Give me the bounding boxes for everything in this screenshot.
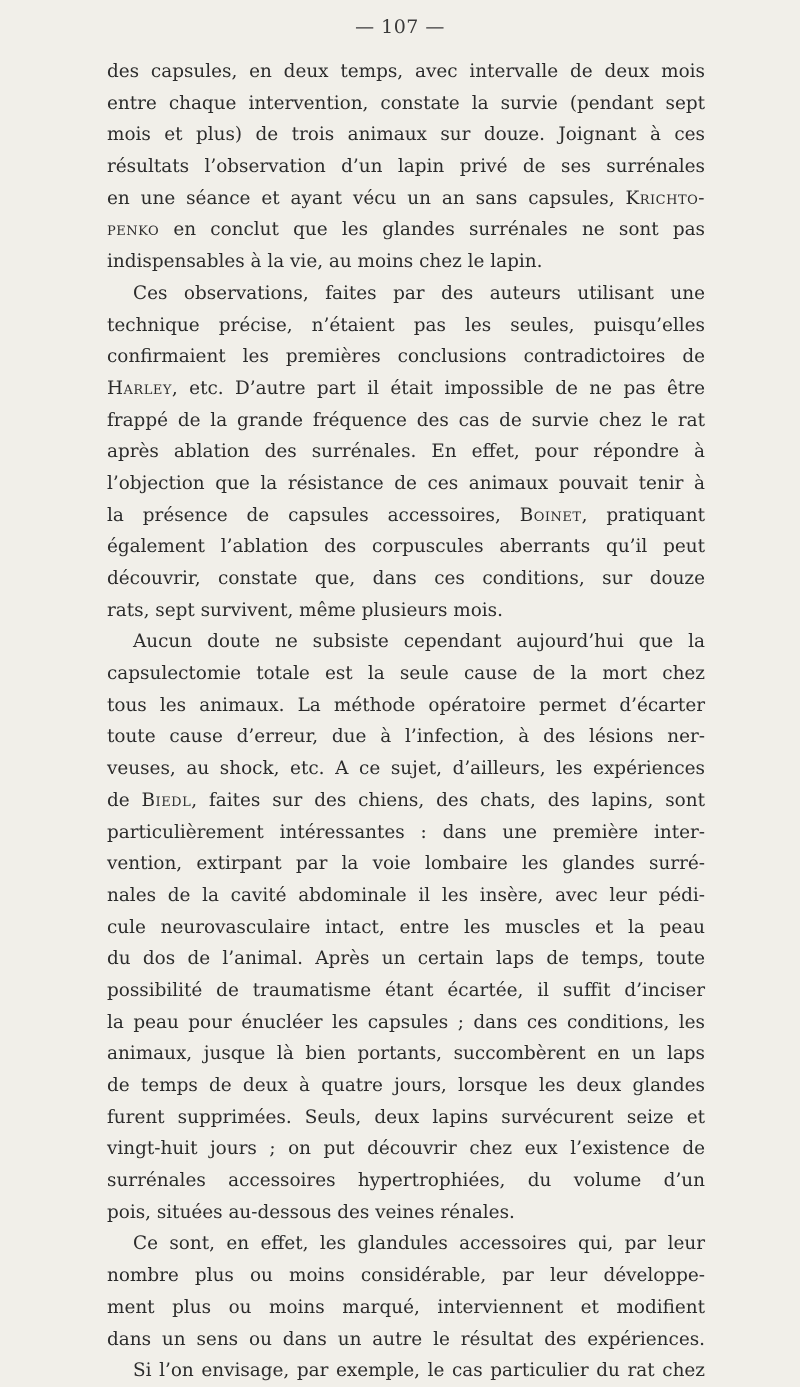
text-line: rats, sept survivent, même plusieurs mois. <box>107 599 503 621</box>
text-line: en une séance et ayant vécu un an sans capsules, Krichto- <box>107 187 705 209</box>
text-line: Ces observations, faites par des auteurs utilisant une <box>133 282 705 304</box>
text-line: dans un sens ou dans un autre le résultat des expériences. <box>107 1328 705 1350</box>
author-name: Biedl <box>141 789 192 811</box>
text-line: toute cause d’erreur, due à l’infection, à des lésions ner- <box>107 726 705 748</box>
text-line: nombre plus ou moins considérable, par leur développe- <box>107 1265 705 1287</box>
page-number: — 107 — <box>355 16 445 38</box>
text-line: la présence de capsules accessoires, Boinet, pratiquant <box>107 504 705 526</box>
text-line: Aucun doute ne subsiste cependant aujourd’hui que la <box>133 631 705 653</box>
text-line: entre chaque intervention, constate la survie (pendant sept <box>107 92 705 114</box>
text-line: furent supprimées. Seuls, deux lapins survécurent seize et <box>107 1106 705 1128</box>
text-line: frappé de la grande fréquence des cas de survie chez le rat <box>107 409 705 431</box>
text-line: penko en conclut que les glandes surrénales ne sont pas <box>107 219 705 241</box>
text-line: cule neurovasculaire intact, entre les muscles et la peau <box>107 916 705 938</box>
text-line: Ce sont, en effet, les glandules accessoires qui, par leur <box>133 1233 705 1255</box>
text-line: vention, extirpant par la voie lombaire les glandes surré- <box>107 853 705 875</box>
text-line: pois, situées au-dessous des veines rénales. <box>107 1201 515 1223</box>
text-line: capsulectomie totale est la seule cause de la mort chez <box>107 663 705 685</box>
text-line: après ablation des surrénales. En effet, pour répondre à <box>107 441 705 463</box>
text-line: découvrir, constate que, dans ces conditions, sur douze <box>107 568 705 589</box>
text-line: Si l’on envisage, par exemple, le cas particulier du rat chez <box>133 1360 705 1382</box>
text-line: confirmaient les premières conclusions contradictoires de <box>107 346 705 368</box>
author-name: Harley <box>107 377 172 399</box>
text-line: mois et plus) de trois animaux sur douze. Joignant à ces <box>107 124 705 146</box>
text-line: la peau pour énucléer les capsules ; dans ces conditions, les <box>107 1011 705 1033</box>
text-line: veuses, au shock, etc. A ce sujet, d’ailleurs, les expériences <box>107 758 705 780</box>
text-line: nales de la cavité abdominale il les insère, avec leur pédi- <box>107 884 705 906</box>
text-line: l’objection que la résistance de ces animaux pouvait tenir à <box>107 472 705 494</box>
text-line: possibilité de traumatisme étant écartée, il suffit d’inciser <box>107 979 705 1001</box>
text-line: ment plus ou moins marqué, interviennent et modifient <box>107 1296 705 1318</box>
text-line: Harley, etc. D’autre part il était impossible de ne pas être <box>107 377 705 399</box>
text-line: technique précise, n’étaient pas les seules, puisqu’elles <box>107 314 705 336</box>
text-line: surrénales accessoires hypertrophiées, du volume d’un <box>107 1170 705 1192</box>
text-line: vingt-huit jours ; on put découvrir chez eux l’existence de <box>107 1138 705 1160</box>
text-line: animaux, jusque là bien portants, succombèrent en un laps <box>107 1043 705 1065</box>
text-line: de temps de deux à quatre jours, lorsque les deux glandes <box>107 1075 705 1096</box>
author-name: penko <box>107 219 160 241</box>
text-line: résultats l’observation d’un lapin privé de ses surrénales <box>107 156 705 178</box>
text-line: du dos de l’animal. Après un certain laps de temps, toute <box>107 948 705 970</box>
text-line: des capsules, en deux temps, avec intervalle de deux mois <box>107 61 705 82</box>
author-name: Boinet <box>519 504 582 526</box>
text-line: indispensables à la vie, au moins chez le lapin. <box>107 251 543 273</box>
text-line: de Biedl, faites sur des chiens, des chats, des lapins, sont <box>107 789 705 811</box>
text-line: également l’ablation des corpuscules aberrants qu’il peut <box>107 536 705 558</box>
text-line: tous les animaux. La méthode opératoire permet d’écarter <box>107 694 705 716</box>
body-text <box>107 56 705 1387</box>
text-line: particulièrement intéressantes : dans une première inter- <box>107 821 705 843</box>
author-name: Krichto- <box>625 187 705 209</box>
